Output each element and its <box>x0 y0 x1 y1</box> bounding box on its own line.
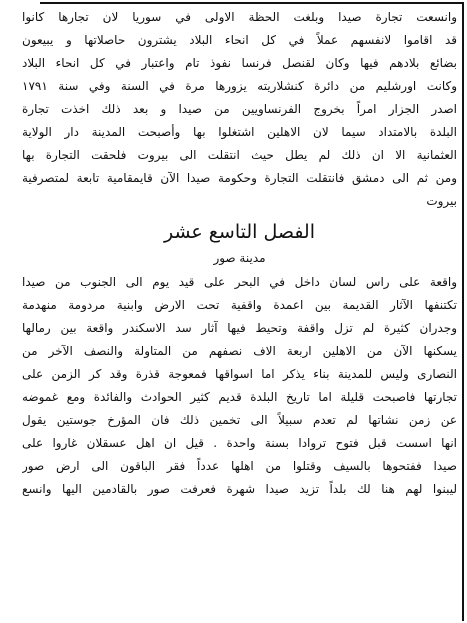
text-line: النصارى وليس للمدينة بناء يذكر اما اسواقها فمعوجة قذرة وقد كر الزمن على <box>22 367 457 381</box>
text-line: تجارتها فاصبحت قليلة اما تاريخ البلدة قديم كثير الحوادث والفائدة ومع غموضه <box>22 390 457 404</box>
chapter-title: الفصل التاسع عشر <box>163 221 316 243</box>
page-text <box>22 6 457 501</box>
page-border-top <box>40 2 464 4</box>
chapter-subtitle: مدينة صور <box>213 251 266 265</box>
text-line: ليبنوا لهم هنا لك بلداً تزيد صيدا شهرة فعرفت صور بالقادمين اليها وانسع <box>22 482 457 496</box>
text-line: وجدران كثيرة لم تزل واقفة وتحيط فيها آثار سد الاسكندر واقعة بين رمالها <box>22 321 457 335</box>
text-line: انها اسست قبل فتوح تروادا بسنة واحدة . قيل ان اهل عسقلان غاروا على <box>22 436 457 450</box>
section-tyre-sidon-trade <box>22 6 457 213</box>
page-border-right <box>462 2 464 621</box>
text-line: وانسعت تجارة صيدا وبلغت الحظة الاولى في سوريا لان تجارها كانوا <box>22 10 457 24</box>
text-line: يسكنها الآن من الاهلين اربعة الاف نصفهم من المتاولة والنصف الآخر من <box>22 344 457 358</box>
text-line: ومن ثم الى دمشق فانتقلت التجارة وحكومة صيدا الآن قايمقامية تابعة لمتصرفية <box>22 171 457 185</box>
text-line: اصدر الجزار امراً بخروج الفرنساويين من صيدا و بعد ذلك اخذت تجارة <box>22 102 457 116</box>
section-city-of-tyre <box>22 271 457 501</box>
text-line: وكانت اورشليم من دائرة كنشلاريته يزورها مرة في السنة وفي سنة ١٧٩١ <box>22 79 457 93</box>
text-line: بيروت <box>426 194 457 208</box>
text-line: واقعة على راس لسان داخل في البحر على قيد يوم الى الجنوب من صيدا <box>22 275 457 289</box>
text-line: بضائع بلادهم فيها وكان لقنصل فرنسا نفوذ تام واعتبار في كل انحاء البلاد <box>22 56 457 70</box>
text-line: قد اقاموا لانفسهم عملاً في كل انحاء البلاد يشترون حاصلاتها و يبيعون <box>22 33 457 47</box>
text-line: العثمانية الا ان ذلك لم يطل حيث انتقلت الى بيروت فلحقت التجارة بها <box>22 148 457 162</box>
text-line: تكتنفها الآثار القديمة بين اعمدة واقفية تحت الارض وابنية مردومة منهدمة <box>22 298 457 312</box>
text-line: البلدة بالامتداد سيما لان الاهلين اشتغلوا بها وأصبحت المدينة دار الولاية <box>22 125 457 139</box>
text-line: عن زمن نشاتها لم تعدم سبيلاً الى تخمين ذلك فان المؤرخ جوستين يقول <box>22 413 457 427</box>
text-line: صيدا ففتحوها بالسيف وقتلوا من اهلها عدداً فقر الباقون الى ارض صور <box>22 459 457 473</box>
